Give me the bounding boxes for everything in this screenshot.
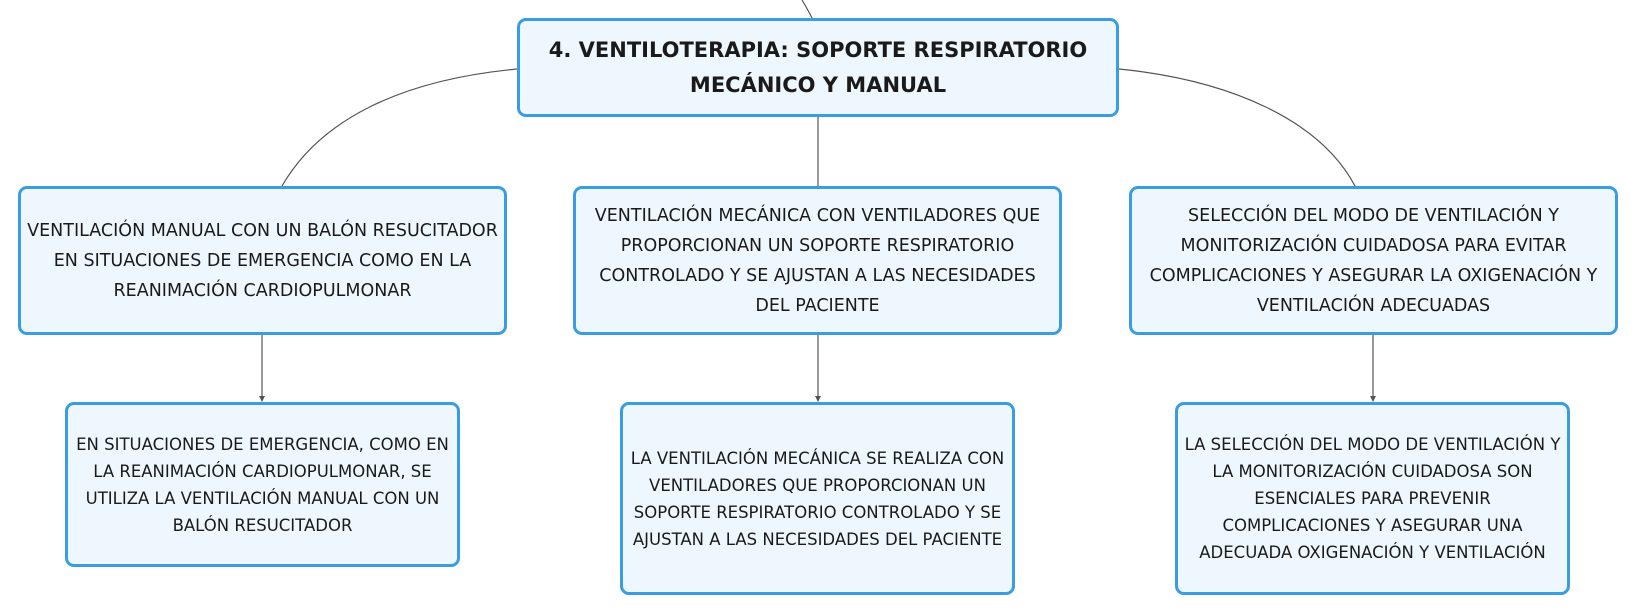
- root-topic-label: 4. VENTILOTERAPIA: SOPORTE RESPIRATORIO MECÁNICO Y MANUAL: [548, 37, 1088, 97]
- detail-label: EN SITUACIONES DE EMERGENCIA, COMO EN LA REANIMACIÓN CARDIOPULMONAR, SE UTILIZA LA VENTILACIÓN MANUAL CON UN BALÓN RESUCITADOR: [76, 434, 449, 535]
- root-topic-node[interactable]: [517, 18, 1119, 117]
- branch-node-ventilation-mode-selection[interactable]: [1129, 186, 1618, 335]
- detail-label: LA SELECCIÓN DEL MODO DE VENTILACIÓN Y LA MONITORIZACIÓN CUIDADOSA SON ESENCIALES PARA PREVENIR COMPLICACIONES Y ASEGURAR UNA ADECUADA OXIGENACIÓN Y VENTILACIÓN: [1184, 435, 1561, 562]
- incoming-connector: [802, 0, 812, 18]
- branch-node-mechanical-ventilation[interactable]: [573, 186, 1062, 335]
- detail-label: LA VENTILACIÓN MECÁNICA SE REALIZA CON VENTILADORES QUE PROPORCIONAN UN SOPORTE RESPIRATORIO CONTROLADO Y SE AJUSTAN A LAS NECESIDADES DEL PACIENTE: [630, 448, 1005, 549]
- detail-node-manual-ventilation[interactable]: [65, 402, 460, 567]
- connector-root-to-branch-3: [1119, 69, 1355, 186]
- branch-label: SELECCIÓN DEL MODO DE VENTILACIÓN Y MONITORIZACIÓN CUIDADOSA PARA EVITAR COMPLICACIONES Y ASEGURAR LA OXIGENACIÓN Y VENTILACIÓN ADECUADAS: [1149, 205, 1598, 316]
- detail-node-mechanical-ventilation[interactable]: [620, 402, 1015, 595]
- connector-root-to-branch-1: [282, 69, 517, 186]
- detail-node-ventilation-mode-selection[interactable]: [1175, 402, 1570, 595]
- branch-label: VENTILACIÓN MECÁNICA CON VENTILADORES QUE PROPORCIONAN UN SOPORTE RESPIRATORIO CONTROLADO Y SE AJUSTAN A LAS NECESIDADES DEL PACIENTE: [594, 205, 1041, 316]
- branch-label: VENTILACIÓN MANUAL CON UN BALÓN RESUCITADOR EN SITUACIONES DE EMERGENCIA COMO EN LA REANIMACIÓN CARDIOPULMONAR: [27, 220, 498, 301]
- branch-node-manual-ventilation[interactable]: [18, 186, 507, 335]
